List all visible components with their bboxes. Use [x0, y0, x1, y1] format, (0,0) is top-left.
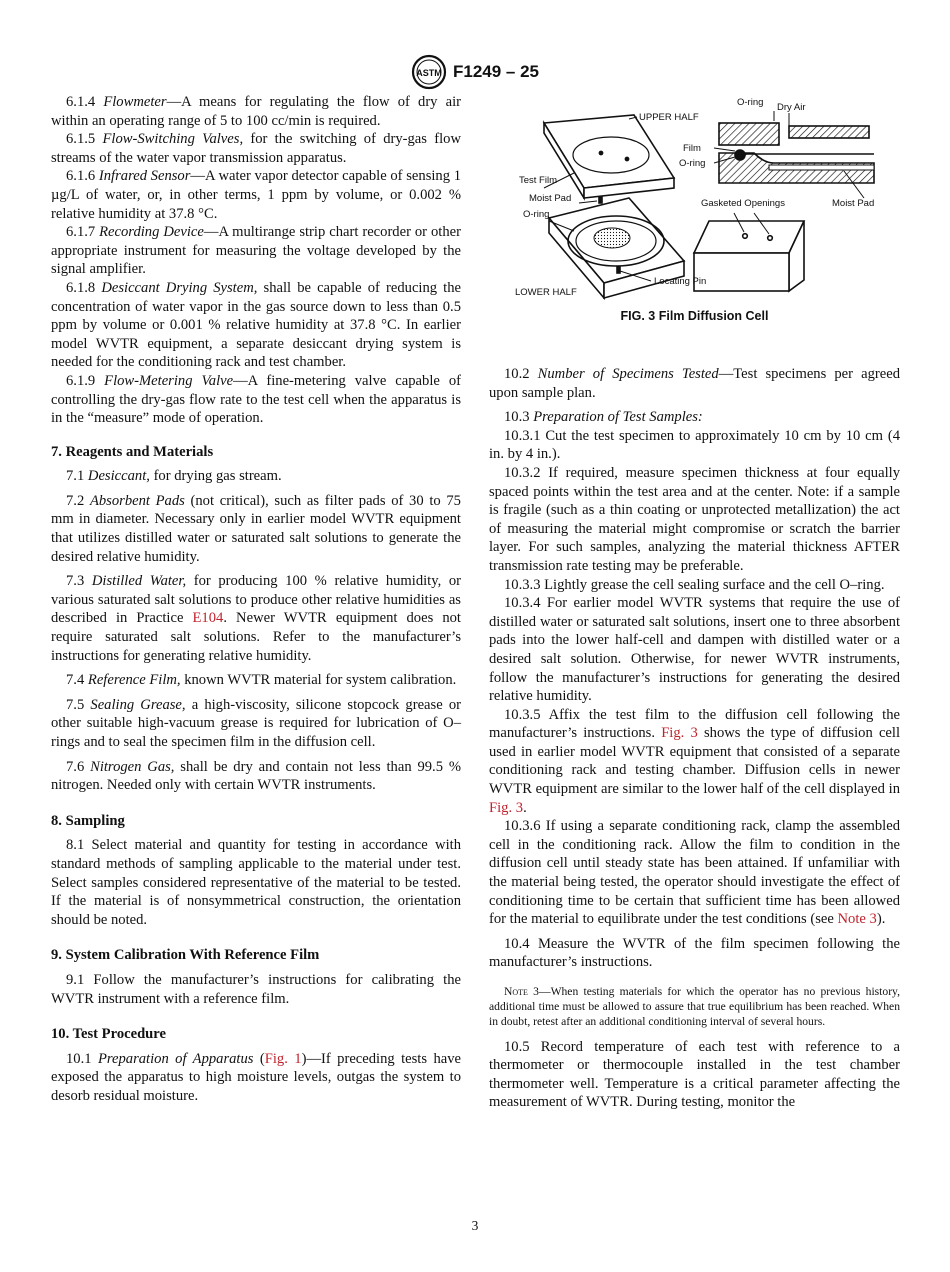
label-lower-half: LOWER HALF [515, 287, 577, 298]
para-10-3-2: 10.3.2 If required, measure specimen thickness at four equally spaced points within the test area and at the center. Note: if a sample is fragile (such as a thin coating or unprotected metallization) the act of measuring the material might compromise or scratch the barrier layer. For such samples, analyzing the material thickness AFTER transmission rate testing may be preferable. [489, 464, 900, 574]
para-7-1: 7.1 Desiccant, for drying gas stream. [66, 468, 282, 485]
upper-half-drawing [544, 115, 674, 198]
para-6-1-5: 6.1.5 Flow-Switching Valves, for the switching of dry-gas flow streams of the water vapor transmission apparatus. [51, 131, 461, 166]
figure-caption: FIG. 3 Film Diffusion Cell [620, 309, 769, 323]
para-7-6: 7.6 Nitrogen Gas, shall be dry and contain not less than 99.5 % nitrogen. Needed only with certain WVTR instruments. [51, 758, 461, 794]
label-film: Film [683, 143, 701, 154]
para-7-5: 7.5 Sealing Grease, a high-viscosity, silicone stopcock grease or other suitable high-vacuum grease is required for lubrication of O–rings and to seal the specimen film in the diffusion cell. [51, 696, 461, 750]
section-heading-7: 7. Reagents and Materials [51, 443, 214, 460]
para-7-2: 7.2 Absorbent Pads (not critical), such as filter pads of 30 to 75 mm in diameter. Necessary only in earlier model WVTR equipment that utilizes distilled water or saturated salt solutions to generate the desired relative humidity. [51, 492, 461, 565]
link-note-3[interactable]: Note 3 [837, 911, 877, 928]
link-e104[interactable]: E104 [192, 610, 224, 627]
figure-3 [489, 93, 900, 355]
para-6-1-4: 6.1.4 Flowmeter—A means for regulating the flow of dry air within an operating range of 5 to 100 cc/min is required. [51, 94, 461, 129]
link-fig-3-a[interactable]: Fig. 3 [661, 725, 698, 742]
gasketed-block-drawing [694, 221, 804, 291]
para-10-3-3: 10.3.3 Lightly grease the cell sealing surface and the cell O–ring. [504, 576, 885, 593]
right-column [489, 93, 900, 1112]
page-number: 3 [471, 1218, 479, 1233]
left-column [51, 93, 461, 1106]
label-moist-pad-left: Moist Pad [529, 193, 572, 204]
para-10-3-1: 10.3.1 Cut the test specimen to approximately 10 cm by 10 cm (4 in. by 4 in.). [489, 427, 900, 463]
label-locating-pin: Locating Pin [654, 276, 707, 287]
para-10-3-6: 10.3.6 If using a separate conditioning rack, clamp the assembled cell in the conditioning rack. Allow the film to condition in the diffusion cell until steady state has been attained. If unfamiliar with the material being tested, the operator should investigate the effect of conditioning time to be certain that sufficient time has been allowed for the material to equilibrate under the test conditions (see Note 3). [489, 818, 900, 928]
label-upper-half: UPPER HALF [639, 112, 699, 123]
logo-text: ASTM [416, 68, 442, 78]
para-7-4: 7.4 Reference Film, known WVTR material for system calibration. [66, 672, 457, 689]
para-10-3-5: 10.3.5 Affix the test film to the diffusion cell following the manufacturer’s instructions. Fig. 3 shows the type of diffusion cell used in earlier model WVTR equipment that consisted of a separate conditioning rack and testing chamber. Diffusion cells in newer WVTR equipment are similar to the lower half of the cell displayed in Fig. 3. [489, 706, 901, 816]
standard-designation: F1249 – 25 [452, 62, 539, 81]
para-6-1-7: 6.1.7 Recording Device—A multirange strip chart recorder or other appropriate instrument for measuring the voltage developed by the signal amplifier. [51, 224, 461, 278]
para-10-2: 10.2 Number of Specimens Tested—Test specimens per agreed upon sample plan. [489, 366, 900, 401]
label-moist-pad-right: Moist Pad [832, 198, 875, 209]
para-6-1-6: 6.1.6 Infrared Sensor—A water vapor detector capable of sensing 1 µg/L of water, or, in other terms, 1 ppm by volume, or 0.002 % relative humidity at 37.8 °C. [51, 168, 462, 222]
label-dry-air: Dry Air [777, 102, 806, 113]
para-10-5: 10.5 Record temperature of each test with reference to a thermometer or thermocouple installed in the test chamber thermometer well. Temperature is a critical parameter affecting the measurement of WVTR. During testing, monitor the [489, 1038, 900, 1111]
para-6-1-9: 6.1.9 Flow-Metering Valve—A fine-metering valve capable of controlling the dry-gas flow rate to the test cell when the apparatus is in the “measure” mode of operation. [51, 372, 461, 427]
link-fig-3-b[interactable]: Fig. 3 [489, 799, 524, 816]
link-fig-1[interactable]: Fig. 1 [264, 1050, 302, 1067]
para-8-1: 8.1 Select material and quantity for testing in accordance with standard methods of sampling applicable to the material under test. Select samples considered representative of the material to be tested. If the material is of nonsymmetrical construction, the orientation should be noted. [51, 837, 461, 928]
section-heading-8: 8. Sampling [51, 812, 125, 829]
section-heading-10: 10. Test Procedure [51, 1026, 166, 1043]
para-9-1: 9.1 Follow the manufacturer’s instructions for calibrating the WVTR instrument with a reference film. [51, 971, 461, 1007]
para-7-3: 7.3 Distilled Water, for producing 100 % relative humidity, or various saturated salt solutions to produce other relative humidities as described in Practice E104. Newer WVTR equipment does not require saturated salt solutions. Refer to the manufacturer’s instructions for generating relative humidity. [51, 573, 461, 664]
page-header [0, 54, 950, 95]
para-10-3: 10.3 Preparation of Test Samples: [504, 409, 703, 426]
section-heading-9: 9. System Calibration With Reference Film [51, 947, 320, 964]
label-o-ring-mid: O-ring [679, 158, 706, 169]
label-gasketed-openings: Gasketed Openings [701, 198, 785, 209]
label-test-film: Test Film [519, 175, 557, 186]
label-o-ring-left: O-ring [523, 209, 550, 220]
para-6-1-8: 6.1.8 Desiccant Drying System, shall be capable of reducing the concentration of water vapor in the gas source down to less than 0.5 ppm by volume or 0.001 % relative humidity at 37.8 °C. In earlier model WVTR equipment, a separate desiccant drying system is needed for the conditioning rack and test chamber. [51, 279, 462, 371]
label-o-ring-top: O-ring [737, 97, 764, 108]
note-3: Note 3—When testing materials for which the operator has no previous history, additional time must be allowed to assure that true equilibrium has been reached. When in doubt, retest after an additional conditioning interval of several hours. [489, 985, 900, 1029]
astm-logo-icon [411, 54, 447, 90]
para-10-1: 10.1 Preparation of Apparatus (Fig. 1)—If preceding tests have exposed the apparatus to high moisture levels, outgas the system to desorb residual moisture. [51, 1050, 461, 1104]
cross-section-drawing [719, 123, 874, 183]
para-10-4: 10.4 Measure the WVTR of the film specimen following the manufacturer’s instructions. [489, 935, 900, 971]
para-10-3-4: 10.3.4 For earlier model WVTR systems that require the use of distilled water or saturated salt solutions, insert one to three absorbent pads into the lower half-cell and dampen with distilled water or a desired salt solution. Otherwise, for newer WVTR instruments, follow the manufacturer’s instructions for generating the desired relative humidity. [489, 595, 900, 705]
